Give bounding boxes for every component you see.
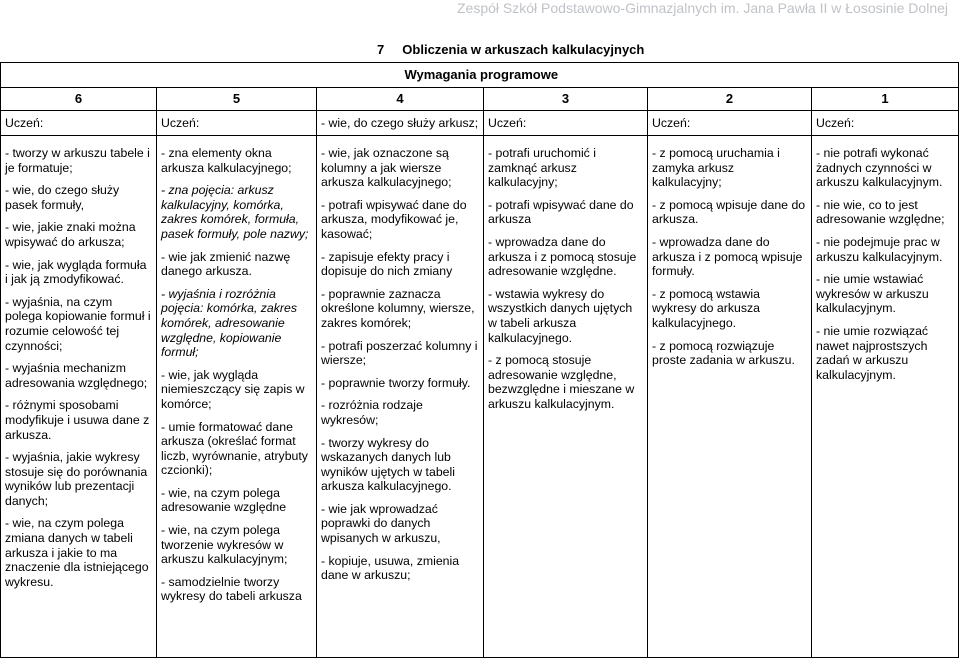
- requirement-item: - samodzielnie tworzy wykresy do tabeli arkusza: [161, 574, 302, 604]
- chapter-name: Obliczenia w arkuszach kalkulacyjnych: [402, 42, 645, 57]
- requirement-item: - nie wie, co to jest adresowanie względne;: [816, 197, 945, 227]
- requirement-item: - zapisuje efekty pracy i dopisuje do nich zmiany: [321, 249, 453, 279]
- requirement-item: - rozróżnia rodzaje wykresów;: [321, 398, 423, 427]
- requirement-item: - nie umie wstawiać wykresów w arkuszu kalkulacyjnym.: [816, 272, 929, 316]
- requirement-item: - umie formatować dane arkusza (określać format liczb, wyrównanie, atrybuty czcionki);: [161, 419, 308, 478]
- requirement-item: - wyjaśnia, na czym polega kopiowanie formuł i rozumie celowość tej czynności;: [5, 294, 151, 353]
- requirement-item: - z pomocą stosuje adresowanie względne, bezwzględne i mieszane w arkuszu kalkulacyjnym.: [488, 353, 635, 411]
- requirement-item: - wie jak wprowadzać poprawki do danych wpisanych w arkuszu,: [321, 501, 441, 546]
- requirement-item: - zna elementy okna arkusza kalkulacyjnego;: [161, 146, 292, 175]
- chapter-number: 7: [377, 42, 385, 57]
- student-label: Uczeń:: [648, 111, 812, 136]
- requirement-item: - różnymi sposobami modyfikuje i usuwa dane z arkusza.: [5, 398, 150, 442]
- requirements-table: [0, 62, 959, 658]
- requirement-item: - wprowadza dane do arkusza i z pomocą wpisuje formuły.: [652, 234, 803, 279]
- requirement-item: - potrafi wpisywać dane do arkusza, modyfikować je, kasować;: [321, 197, 467, 241]
- requirements-label: Wymagania programowe: [1, 63, 959, 88]
- grade-5: 5: [157, 88, 317, 111]
- requirement-item: - z pomocą rozwiązuje proste zadania w arkuszu.: [652, 338, 795, 368]
- requirement-item: - wie, do czego służy pasek formuły,: [5, 183, 120, 212]
- requirement-item: - z pomocą wpisuje dane do arkusza.: [652, 197, 806, 227]
- student-label: Uczeń:: [812, 111, 959, 136]
- chapter-title: [377, 42, 644, 57]
- grade-1: 1: [812, 88, 959, 111]
- requirement-item: - potrafi uruchomić i zamknąć arkusz kalkulacyjny;: [488, 146, 596, 190]
- student-label: - wie, do czego służy arkusz;: [317, 111, 484, 136]
- requirement-item: - wstawia wykresy do wszystkich danych ujętych w tabeli arkusza kalkulacyjnego.: [488, 286, 633, 345]
- grade-2: 2: [648, 88, 812, 111]
- requirement-item: - poprawnie zaznacza określone kolumny, wiersze, zakres komórek;: [321, 286, 475, 330]
- requirement-item: - wyjaśnia i rozróżnia pojęcia: komórka, zakres komórek, adresowanie względne, kopiowanie formuł;: [161, 286, 298, 360]
- grade-3-requirements: [484, 136, 648, 658]
- requirement-item: - zna pojęcia: arkusz kalkulacyjny, komórka, zakres komórek, formuła, pasek formuły, pole nazwy;: [161, 183, 309, 241]
- requirement-item: - wie, jak wygląda niemieszczący się zapis w komórce;: [161, 367, 305, 411]
- requirement-item: - z pomocą wstawia wykresy do arkusza kalkulacyjnego.: [652, 286, 760, 330]
- requirement-item: - wie, jakie znaki można wpisywać do arkusza;: [5, 220, 136, 249]
- grade-5-requirements: [157, 136, 317, 658]
- requirement-item: - nie potrafi wykonać żadnych czynności w arkuszu kalkulacyjnym.: [816, 146, 943, 190]
- requirement-item: - wie jak zmienić nazwę danego arkusza.: [161, 249, 291, 279]
- grade-4-requirements: [317, 136, 484, 658]
- requirement-item: - nie podejmuje prac w arkuszu kalkulacyjnym.: [816, 234, 943, 264]
- requirement-item: - z pomocą uruchamia i zamyka arkusz kalkulacyjny;: [652, 146, 780, 190]
- requirement-item: - wyjaśnia, jakie wykresy stosuje się do porównania wyników lub prezentacji danych;: [5, 450, 148, 508]
- requirement-item: - potrafi wpisywać dane do arkusza: [488, 197, 634, 227]
- student-label: Uczeń:: [484, 111, 648, 136]
- grade-6: 6: [1, 88, 157, 111]
- student-label: Uczeń:: [157, 111, 317, 136]
- requirement-item: - potrafi poszerzać kolumny i wiersze;: [321, 338, 478, 368]
- requirement-item: - nie umie rozwiązać nawet najprostszych zadań w arkuszu kalkulacyjnym.: [816, 323, 929, 382]
- student-label: Uczeń:: [1, 111, 157, 136]
- requirement-item: - kopiuje, usuwa, zmienia dane w arkuszu;: [321, 553, 460, 583]
- grade-3: 3: [484, 88, 648, 111]
- grade-6-requirements: [1, 136, 157, 658]
- requirement-item: - tworzy wykresy do wskazanych danych lub wyników ujętych w tabeli arkusza kalkulacyjnego.: [321, 435, 455, 494]
- requirement-item: - wie, na czym polega zmiana danych w tabeli arkusza i jakie to ma znaczenie dla istniejącego wykresu.: [5, 516, 149, 589]
- requirement-item: - wyjaśnia mechanizm adresowania względnego;: [5, 361, 148, 390]
- requirement-item: - wie, jak oznaczone są kolumny a jak wiersze arkusza kalkulacyjnego;: [321, 146, 452, 190]
- requirement-item: - tworzy w arkuszu tabele i je formatuje;: [5, 146, 150, 175]
- requirement-item: - wie, jak wygląda formuła i jak ją zmodyfikować.: [5, 257, 147, 287]
- school-name: Zespół Szkół Podstawowo-Gimnazjalnych im. Jana Pawła II w Łososinie Dolnej: [457, 0, 948, 16]
- grade-4: 4: [317, 88, 484, 111]
- requirement-item: - poprawnie tworzy formuły.: [321, 375, 471, 390]
- requirement-item: - wie, na czym polega adresowanie względne: [161, 485, 287, 515]
- requirement-item: - wprowadza dane do arkusza i z pomocą stosuje adresowanie względne.: [488, 234, 637, 279]
- grade-1-requirements: [812, 136, 959, 658]
- grade-2-requirements: [648, 136, 812, 658]
- requirement-item: - wie, na czym polega tworzenie wykresów w arkuszu kalkulacyjnym;: [161, 523, 288, 567]
